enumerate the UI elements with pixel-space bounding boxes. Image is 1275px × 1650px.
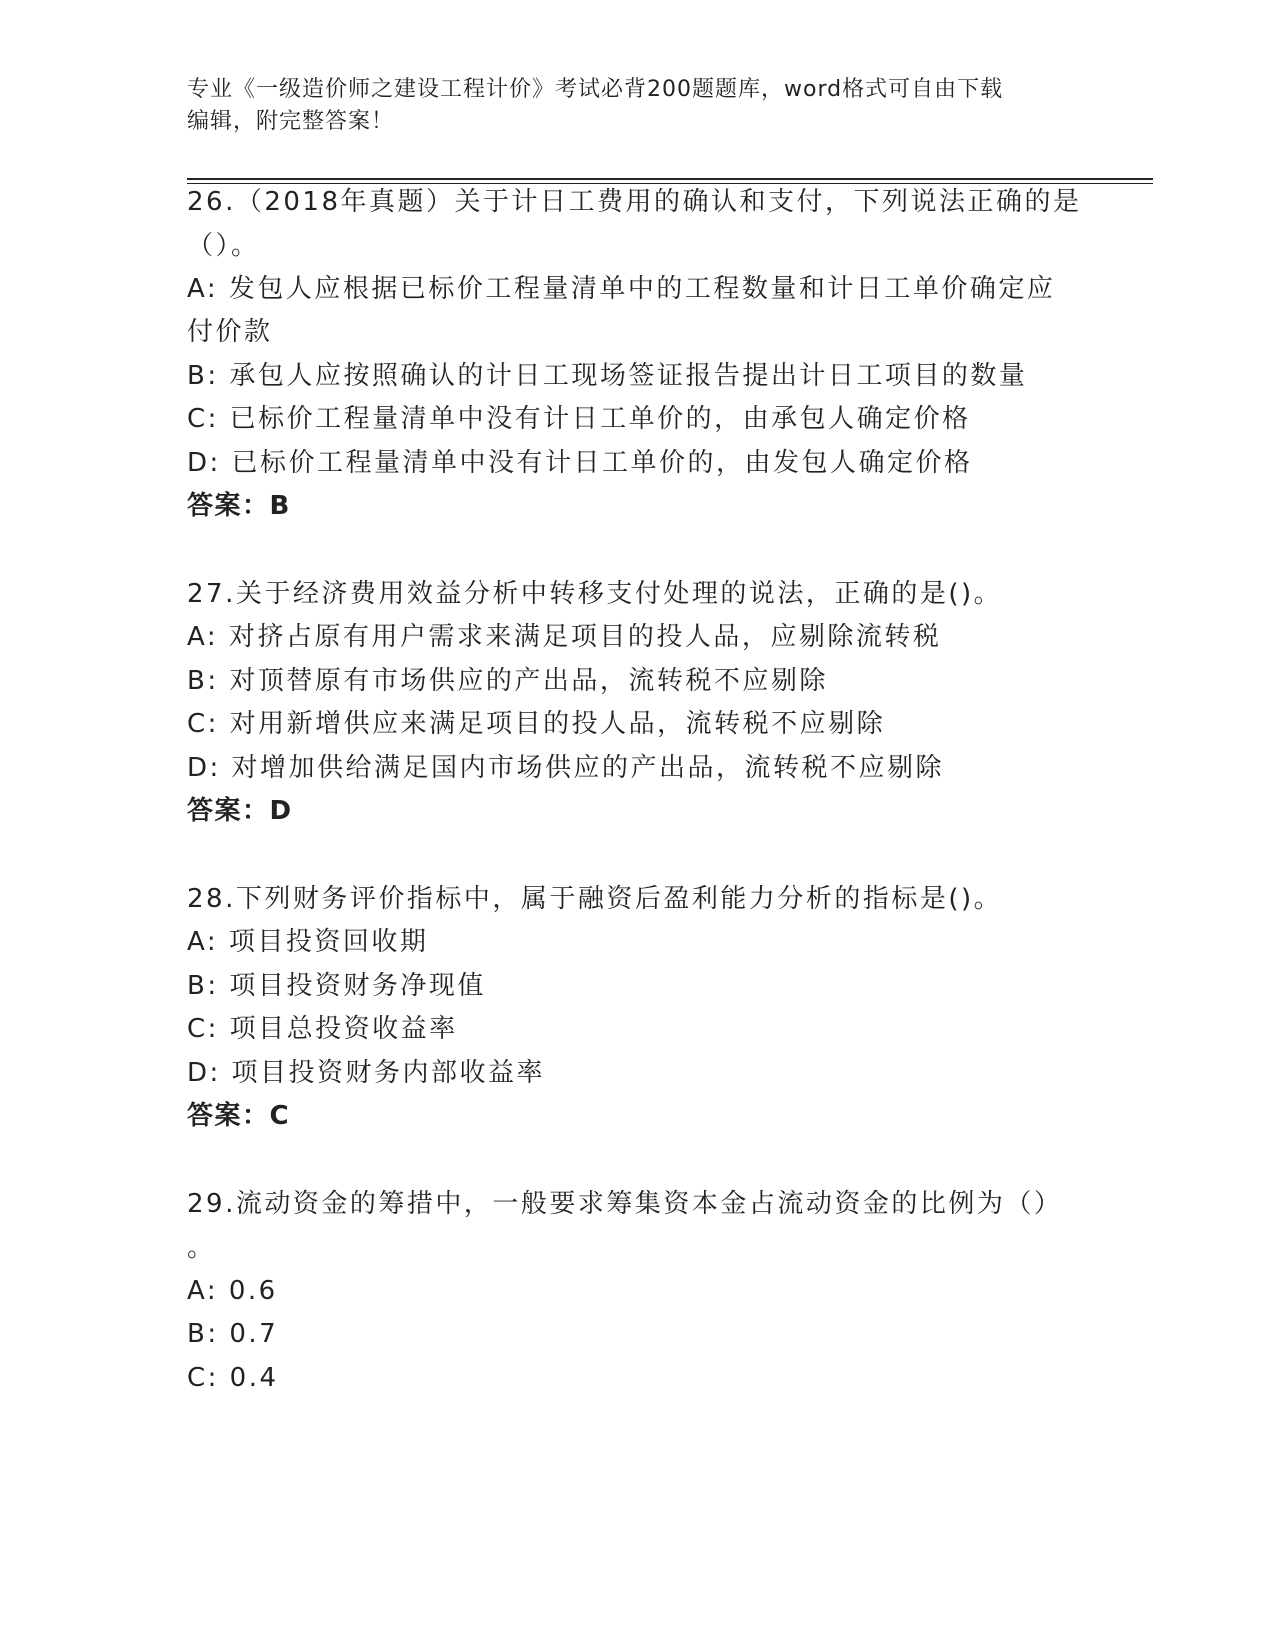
question-29-stem-line-1: 29.流动资金的筹措中，一般要求筹集资本金占流动资金的比例为（） <box>187 1189 1063 1219</box>
question-26-option-a-cont: 付价款 <box>187 317 273 347</box>
header-divider-thin <box>187 183 1153 184</box>
question-28-option-a: A: 项目投资回收期 <box>187 927 429 957</box>
question-26-stem-line-2: （）。 <box>187 231 260 261</box>
question-27-answer: 答案：D <box>187 796 293 826</box>
question-29-stem-line-2: 。 <box>187 1233 216 1263</box>
question-29-option-b: B: 0.7 <box>187 1319 279 1349</box>
question-29-option-c: C: 0.4 <box>187 1363 279 1393</box>
question-26-option-d: D: 已标价工程量清单中没有计日工单价的，由发包人确定价格 <box>187 448 973 478</box>
question-27-option-c: C: 对用新增供应来满足项目的投人品，流转税不应剔除 <box>187 709 886 739</box>
question-26-stem-line-1: 26.（2018年真题）关于计日工费用的确认和支付，下列说法正确的是 <box>187 187 1082 217</box>
question-29-option-a: A: 0.6 <box>187 1276 278 1306</box>
question-27-option-b: B: 对顶替原有市场供应的产出品，流转税不应剔除 <box>187 666 828 696</box>
question-28-answer: 答案：C <box>187 1101 291 1131</box>
question-28-stem: 28.下列财务评价指标中，属于融资后盈利能力分析的指标是()。 <box>187 884 1003 914</box>
question-26-answer: 答案：B <box>187 491 291 521</box>
question-27-stem: 27.关于经济费用效益分析中转移支付处理的说法，正确的是()。 <box>187 579 1003 609</box>
question-27-option-d: D: 对增加供给满足国内市场供应的产出品，流转税不应剔除 <box>187 753 945 783</box>
question-26-option-b: B: 承包人应按照确认的计日工现场签证报告提出计日工项目的数量 <box>187 361 1028 391</box>
question-28-option-d: D: 项目投资财务内部收益率 <box>187 1058 546 1088</box>
question-26-option-c: C: 已标价工程量清单中没有计日工单价的，由承包人确定价格 <box>187 404 971 434</box>
header-line-2: 编辑，附完整答案！ <box>187 109 395 134</box>
question-26-option-a: A: 发包人应根据已标价工程量清单中的工程数量和计日工单价确定应 <box>187 274 1056 304</box>
header-line-1: 专业《一级造价师之建设工程计价》考试必背200题题库，word格式可自由下载 <box>187 77 1004 102</box>
question-28-option-b: B: 项目投资财务净现值 <box>187 971 486 1001</box>
question-27-option-a: A: 对挤占原有用户需求来满足项目的投人品，应剔除流转税 <box>187 622 942 652</box>
document-header <box>187 74 1067 138</box>
question-28-option-c: C: 项目总投资收益率 <box>187 1014 458 1044</box>
header-divider-thick <box>187 178 1153 180</box>
